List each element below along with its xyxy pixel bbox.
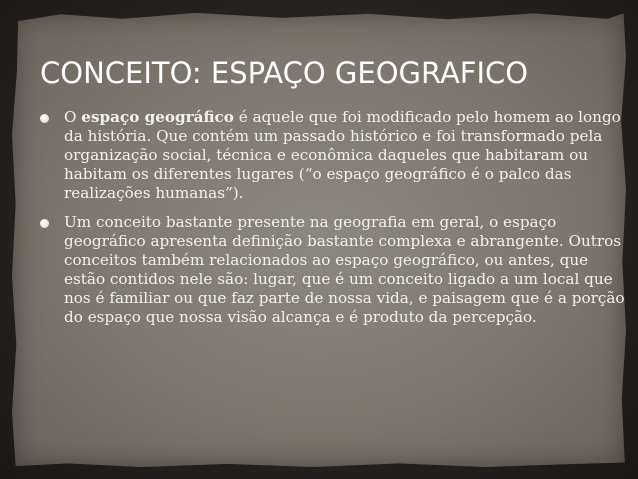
bullet-icon bbox=[40, 219, 49, 228]
bullet-2-text: Um conceito bastante presente na geografia em geral, o espaço geográfico apresenta definição bastante complexa e abrangente. Outros conceitos também relacionados ao espaço geográfico, ou antes, que estão contidos nele são: lugar, que é um conceito ligado a um local que nos é familiar ou que faz parte de nossa vida, e paisagem que é a porção do espaço que nossa visão alcança e é produto da percepção. bbox=[64, 213, 625, 326]
bullet-1-text-end: é aquele que foi modificado pelo homem ao longo da história. Que contém um passado histórico e foi transformado pela organização social, técnica e econômica daqueles que habitaram ou habitam os diferentes lugares (“o espaço geográfico é o palco das realizações humanas”). bbox=[64, 108, 621, 202]
bullet-1-text-start: O bbox=[64, 108, 82, 126]
bullet-1-emphasis: espaço geográfico bbox=[81, 108, 234, 126]
bullet-item-1 bbox=[38, 108, 626, 203]
slide-title: CONCEITO: ESPAÇO GEOGRAFICO bbox=[40, 56, 529, 90]
bullet-list bbox=[38, 108, 626, 337]
bullet-icon bbox=[40, 114, 49, 123]
bullet-item-2 bbox=[38, 213, 626, 327]
